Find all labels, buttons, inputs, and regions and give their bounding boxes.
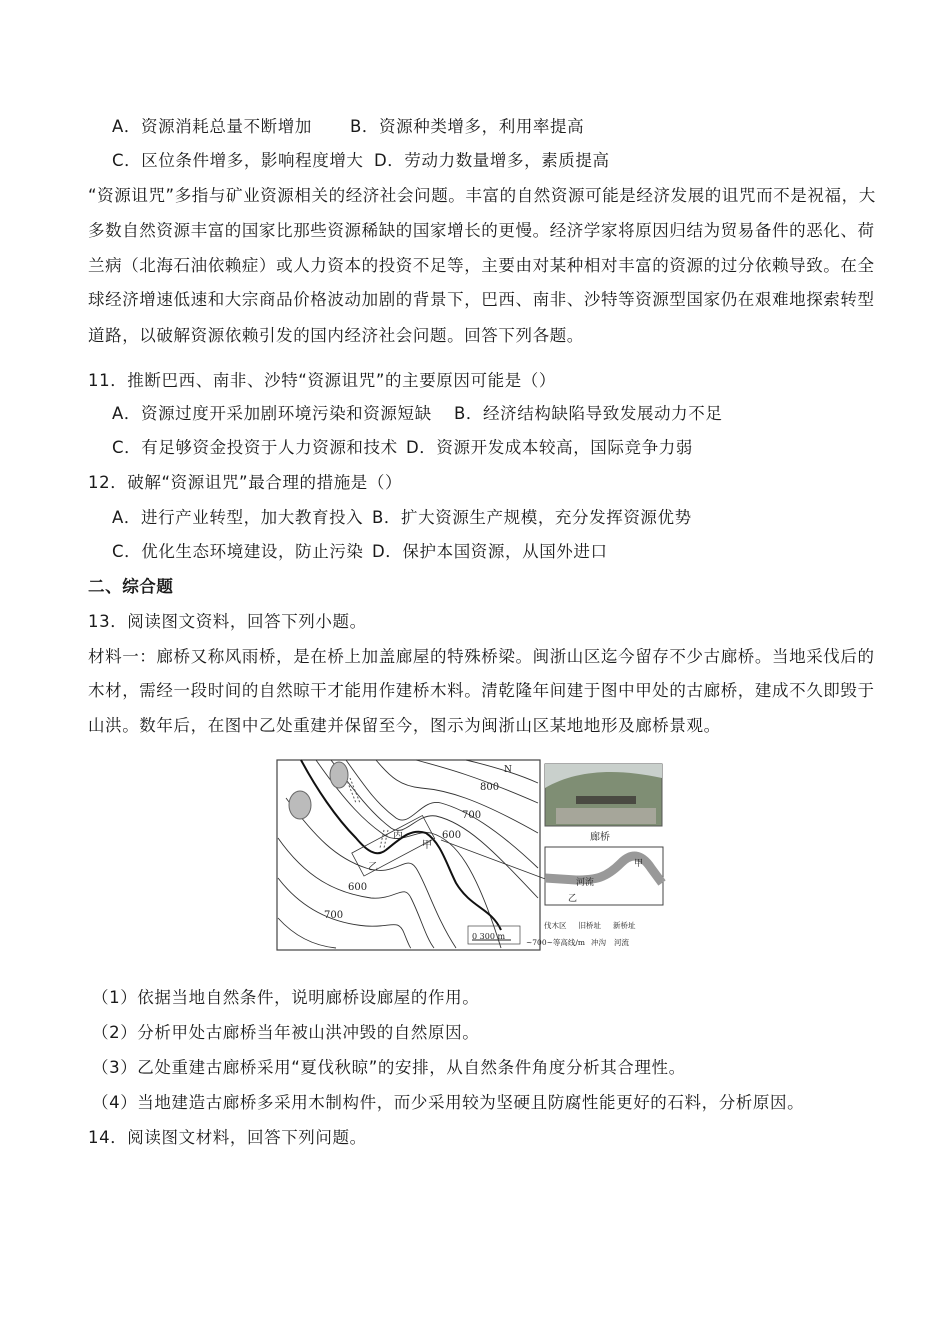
legend-old-bridge: 旧桥址 xyxy=(578,921,601,930)
q11-options-row-1 xyxy=(112,404,722,424)
pointer-arrow xyxy=(441,840,548,880)
north-arrow: N xyxy=(504,765,512,775)
legend-row-1 xyxy=(544,920,636,930)
sub-question-2: （2）分析甲处古廊桥当年被山洪冲毁的自然原因。 xyxy=(92,1023,480,1042)
q10-option-d: D．劳动力数量增多，素质提高 xyxy=(374,151,610,170)
river xyxy=(301,760,501,930)
contour-label: 700 xyxy=(462,810,482,821)
inset-river-label: 河流 xyxy=(576,878,595,888)
passage-line: 球经济增速低速和大宗商品价格波动加剧的背景下，巴西、南非、沙特等资源型国家仍在艰难地探索转型 xyxy=(88,290,875,309)
legend-new-bridge: 新桥址 xyxy=(613,921,636,930)
legend-row-2 xyxy=(526,937,630,947)
passage-line: 多数自然资源丰富的国家比那些资源稀缺的国家增长的更慢。经济学家将原因归结为贸易备件的恶化、荷 xyxy=(88,221,875,240)
inset-river xyxy=(545,856,662,883)
q11-option-b: B．经济结构缺陷导致发展动力不足 xyxy=(454,404,723,423)
contour-label: 800 xyxy=(480,782,500,793)
q12-stem: 12．破解“资源诅咒”最合理的措施是（） xyxy=(88,473,403,492)
material-line: 材料一：廊桥又称风雨桥，是在桥上加盖廊屋的特殊桥梁。闽浙山区迄今留存不少古廊桥。当地采伐后的 xyxy=(88,647,875,666)
contour-label: 600 xyxy=(442,830,462,841)
q10-option-c: C．区位条件增多，影响程度增大 xyxy=(112,151,364,170)
q11-options-row-2 xyxy=(112,438,693,458)
material-line: 木材，需经一段时间的自然晾干才能用作建桥木料。清乾隆年间建于图中甲处的古廊桥，建成不久即毁于 xyxy=(88,681,875,700)
sub-question-1: （1）依据当地自然条件，说明廊桥设廊屋的作用。 xyxy=(92,988,480,1007)
bridge-photo xyxy=(545,764,662,826)
q10-option-a: A．资源消耗总量不断增加 xyxy=(112,117,312,136)
q11-option-d: D．资源开发成本较高，国际竞争力弱 xyxy=(406,438,693,457)
q10-options-row-1 xyxy=(112,117,584,137)
q11-option-a: A．资源过度开采加剧环境污染和资源短缺 xyxy=(112,404,432,423)
q12-option-d: D．保护本国资源，从国外进口 xyxy=(372,542,608,561)
sub-question-3: （3）乙处重建古廊桥采用“夏伐秋晾”的安排，从自然条件角度分析其合理性。 xyxy=(92,1058,686,1077)
place-bing: 丙 xyxy=(393,830,403,841)
logging-area xyxy=(330,762,348,788)
scale-bar: 0 300 m xyxy=(472,932,506,941)
legend-contour: ~700~等高线/m xyxy=(526,938,586,947)
section-title: 二、综合题 xyxy=(88,577,174,596)
q14-stem: 14．阅读图文材料，回答下列问题。 xyxy=(88,1128,367,1147)
passage-line: “资源诅咒”多指与矿业资源相关的经济社会问题。丰富的自然资源可能是经济发展的诅咒而不是祝福，大 xyxy=(88,186,876,205)
q10-option-b: B．资源种类增多，利用率提高 xyxy=(350,117,585,136)
logging-area xyxy=(289,791,311,819)
sub-question-4: （4）当地建造古廊桥多采用木制构件，而少采用较为坚硬且防腐性能更好的石料，分析原因。 xyxy=(92,1093,805,1112)
q10-options-row-2 xyxy=(112,151,610,171)
place-jia: 甲 xyxy=(422,840,432,851)
legend-gully: 冲沟 xyxy=(591,938,607,947)
inset-jia-label: 甲 xyxy=(634,859,644,869)
inset-yi-label: 乙 xyxy=(568,894,578,904)
q12-options-row-1 xyxy=(112,508,692,528)
passage-line: 道路，以破解资源依赖引发的国内经济社会问题。回答下列各题。 xyxy=(88,326,584,345)
legend-logging-area: 伐木区 xyxy=(544,921,567,930)
q13-stem: 13．阅读图文资料，回答下列小题。 xyxy=(88,612,367,631)
q11-option-c: C．有足够资金投资于人力资源和技术 xyxy=(112,438,398,457)
q12-option-b: B．扩大资源生产规模，充分发挥资源优势 xyxy=(372,508,692,527)
legend-river: 河流 xyxy=(614,938,630,947)
q12-options-row-2 xyxy=(112,542,608,562)
q12-option-c: C．优化生态环境建设，防止污染 xyxy=(112,542,364,561)
place-yi: 乙 xyxy=(368,862,378,873)
contour-label: 700 xyxy=(324,910,344,921)
q11-stem: 11．推断巴西、南非、沙特“资源诅咒”的主要原因可能是（） xyxy=(88,371,556,390)
material-line: 山洪。数年后，在图中乙处重建并保留至今，图示为闽浙山区某地地形及廊桥景观。 xyxy=(88,716,721,735)
terrain-map-figure xyxy=(276,758,676,954)
q12-option-a: A．进行产业转型，加大教育投入 xyxy=(112,508,364,527)
photo-caption: 廊桥 xyxy=(590,832,610,843)
passage-line: 兰病（北海石油依赖症）或人力资本的投资不足等，主要由对某种相对丰富的资源的过分依赖导致。在全 xyxy=(88,256,875,275)
contour-label: 600 xyxy=(348,882,368,893)
